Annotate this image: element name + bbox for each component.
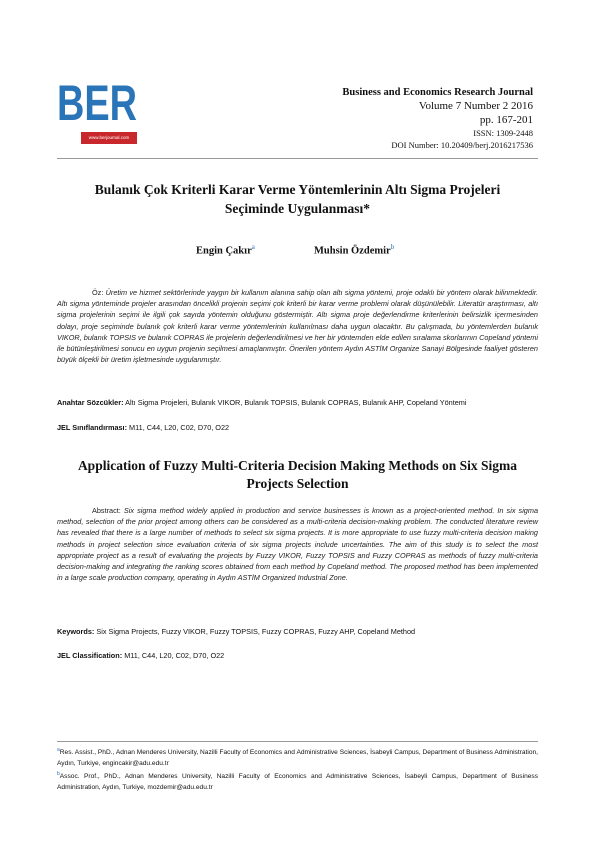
abstract-en	[57, 505, 538, 583]
journal-name: Business and Economics Research Journal	[342, 87, 533, 98]
keywords-tr-label: Anahtar Sözcükler:	[57, 398, 124, 407]
logo-url-bar	[81, 132, 137, 144]
footnote-b-text: Assoc. Prof., PhD., Adnan Menderes University, Nazilli Faculty of Economics and Administrative Sciences, İsabeyli Campus, Department of Business Administration, Aydın, Turkiye, mozdemir@adu.edu.tr	[57, 773, 538, 791]
footnote-b-marker: b	[57, 771, 60, 777]
abstract-en-text: Six sigma method widely applied in production and service businesses is known as a project-oriented method. In six sigma method, selection of the prior project among others can be considered as a multi-criteria decision-making problem. The conducted literature review has revealed that there is a large number of methods to select six sigma projects. It is more appropriate to use fuzzy multi-criteria decision making methods in project selection since evaluation criteria of six sigma projects include uncertainties. The aim of this study is to select the most appropriate project as a result of evaluating the projects by Fuzzy VIKOR, Fuzzy TOPSIS and Fuzzy COPRAS as methods of fuzzy multi-criteria decision-making and integrating the ranking scores obtained from each method by Copeland method. The proposed method has been implemented in a large scale production company, operating in Aydın ASTİM Organized Industrial Zone.	[57, 506, 539, 583]
jel-en-label: JEL Classification:	[57, 651, 123, 660]
footnote-a	[57, 745, 538, 769]
author-2-name: Muhsin Özdemir	[314, 245, 391, 257]
author-1-name: Engin Çakır	[196, 245, 252, 257]
keywords-tr-text: Altı Sigma Projeleri, Bulanık VIKOR, Bulanık TOPSIS, Bulanık COPRAS, Bulanık AHP, Copeland Yöntemi	[125, 398, 467, 407]
paper-title-en: Application of Fuzzy Multi-Criteria Decision Making Methods on Six Sigma Projects Selection	[77, 458, 518, 491]
svg-text:BER: BER	[57, 75, 137, 131]
abstract-tr	[57, 287, 538, 365]
keywords-tr	[57, 397, 547, 408]
abstract-tr-label: Öz:	[92, 288, 104, 297]
jel-tr	[57, 422, 547, 433]
abstract-en-label: Abstract:	[92, 506, 121, 515]
footnote-a-marker: a	[57, 747, 60, 753]
journal-volume: Volume 7 Number 2 2016	[418, 100, 533, 112]
abstract-tr-text: Üretim ve hizmet sektörlerinde yaygın bir kullanım alanına sahip olan altı sigma yöntemi, proje odaklı bir yöntem olarak bilinmektedir. Altı sigma yönteminde projeler arasından öncelikli projenin seçimi çok kriterli bir karar verme problemi olarak düşünülebilir. Literatür araştırması, altı sigma projelerinin seçimi ile ilgili çok sayıda yöntemin olduğunu göstermiştir. Altı sigma proje değerlendirme kriterlerinin belirsizlik içermesinden dolayı, proje seçiminde bulanık çok kriterli karar verme yöntemlerinin kullanılması daha uygun olacaktır. Bu çalışmada, bu yöntemlerden bulanık VIKOR, bulanık TOPSIS ve bulanık COPRAS ile projelerin değerlendirilmesi ve her bir yöntemden elde edilen sıralama skorlarının Copeland yöntemi ile bütünleştirilmesi sonucu en uygun projenin seçilmesi amaçlanmıştır. Önerilen yöntem Aydın ASTİM Organize Sanayi Bölgesinde faaliyet gösteren büyük ölçekli bir üretim işletmesinde uygulanmıştır.	[57, 288, 539, 365]
jel-tr-label: JEL Sınıflandırması:	[57, 423, 128, 432]
author-1	[196, 243, 255, 257]
journal-doi: DOI Number: 10.20409/berj.2016217536	[391, 140, 533, 150]
jel-en	[57, 650, 547, 661]
ber-logo-icon	[57, 75, 137, 131]
author-1-affil: a	[251, 243, 255, 251]
journal-issn: ISSN: 1309-2448	[473, 128, 533, 138]
journal-logo	[57, 76, 137, 146]
author-2-affil: b	[390, 243, 395, 251]
keywords-en-text: Six Sigma Projects, Fuzzy VIKOR, Fuzzy TOPSIS, Fuzzy COPRAS, Fuzzy AHP, Copeland Method	[96, 627, 416, 636]
jel-tr-text: M11, C44, L20, C02, D70, O22	[129, 423, 230, 432]
journal-info	[342, 86, 533, 151]
paper-title-tr: Bulanık Çok Kriterli Karar Verme Yöntemlerinin Altı Sigma Projeleri Seçiminde Uygulanması*	[94, 182, 501, 216]
footnote-a-text: Res. Assist., PhD., Adnan Menderes University, Nazilli Faculty of Economics and Administrative Sciences, İsabeyli Campus, Department of Business Administration, Aydın, Turkiye, engincakir@adu.edu.tr	[57, 749, 538, 767]
author-2	[314, 243, 394, 257]
keywords-en	[57, 626, 547, 637]
footnote-divider	[57, 741, 538, 742]
footnote-b	[57, 769, 538, 793]
journal-pages: pp. 167-201	[479, 114, 533, 126]
logo-url: www.berjournal.com	[88, 135, 130, 140]
keywords-en-label: Keywords:	[57, 627, 95, 636]
header-divider	[57, 158, 538, 159]
jel-en-text: M11, C44, L20, C02, D70, O22	[124, 651, 225, 660]
